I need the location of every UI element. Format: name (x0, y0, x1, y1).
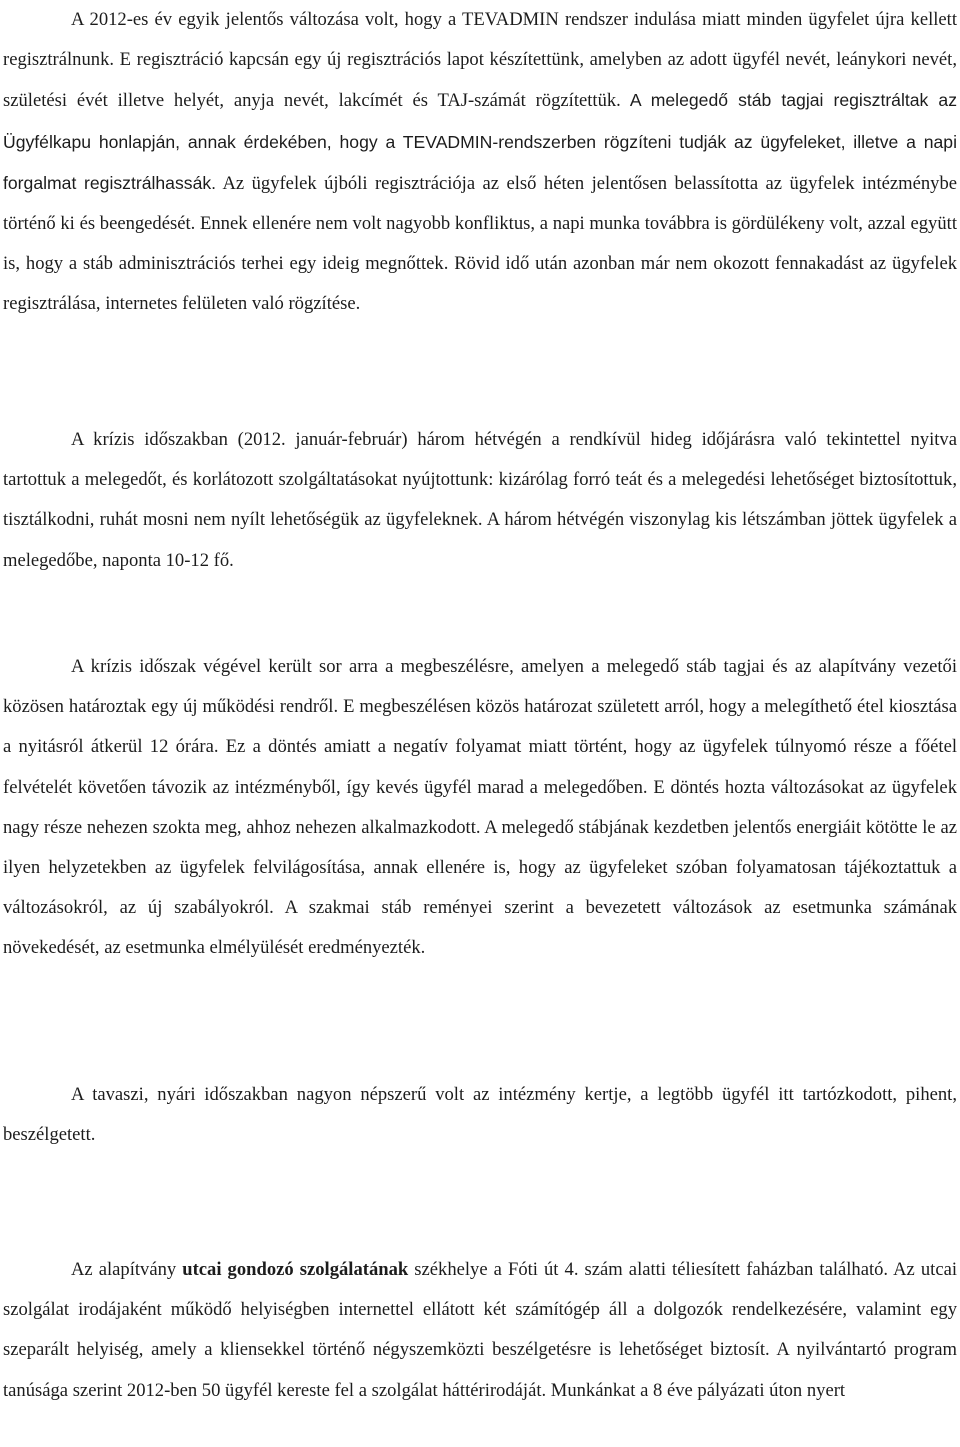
paragraph-spring-summer (3, 1075, 957, 1155)
paragraph-street-service (3, 1250, 957, 1411)
paragraph-text: A krízis időszakban (2012. január-február) három hétvégén a rendkívül hideg időjárásra való tekintettel nyitva tartottuk a melegedőt, és korlátozott szolgáltatásokat nyújtottunk: kizárólag forró teát és a melegedési lehetőséget biztosítottuk, tisztálkodni, ruhát mosni nem nyílt lehetőségük az ügyfeleknek. A három hétvégén viszonylag kis létszámban jöttek ügyfelek a melegedőbe, naponta 10-12 fő. (3, 429, 957, 571)
paragraph-text: Az ügyfelek újbóli regisztrációja az első héten jelentősen belassította az ügyfelek intézménybe történő ki és beengedését. (3, 172, 958, 235)
paragraph-text: A tavaszi, nyári időszakban nagyon népszerű volt az intézmény kertje, a legtöbb ügyfél itt tartózkodott, pihent, beszélgetett. (3, 1084, 957, 1146)
paragraph-bold-term: utcai gondozó szolgálatának (182, 1259, 409, 1280)
paragraph-crisis-period (3, 420, 957, 581)
paragraph-text: Az alapítvány (71, 1259, 183, 1280)
paragraph-new-operating-rules (3, 647, 957, 969)
paragraph-tevadmin-registration (3, 0, 957, 325)
paragraph-text: A melegedő stáb tagjai regisztráltak az Ügyfélkapu honlapján, annak érdekében, hogy a TEVADMIN-rendszerben rögzíteni tudják az ügyfeleket, illetve a napi forgalmat regisztrálhassák. (3, 90, 957, 193)
paragraph-text: A 2012-es év egyik jelentős változása volt, hogy a TEVADMIN rendszer indulása miatt minden ügyfelet újra kellett regisztrálnunk. E regisztráció kapcsán egy új regisztrációs lapot készítettünk, amelyben az adott ügyfél nevét, leánykori nevét, születési évét illetve helyét, anyja nevét, lakcímét és TAJ-számát rögzítettük. (3, 9, 957, 112)
paragraph-text: A krízis időszak végével került sor arra a megbeszélésre, amelyen a melegedő stáb tagjai és az alapítvány vezetői közösen határoztak egy új működési rendről. E megbeszélésen közös határozat született arról, hogy a melegíthető étel kiosztása a nyitásról átkerül 12 órára. Ez a döntés amiatt a negatív folyamat miatt történt, hogy az ügyfelek túlnyomó része a főétel felvételét követően távozik az intézményből, így kevés ügyfél marad a melegedőben. E döntés hozta változásokat az ügyfelek nagy része nehezen szokta meg, ahhoz nehezen alkalmazkodott. A melegedő stábjának kezdetben jelentős energiáit kötötte le az ilyen helyzetekben az ügyfelek felvilágosítása, annak ellenére is, hogy az ügyfeleket szóban folyamatosan tájékoztattuk a változásokról, az új szabályokról. A szakmai stáb reményei szerint a bevezetett változások az esetmunka számának növekedését, az esetmunka elmélyülését eredményezték. (3, 656, 957, 959)
paragraph-text: Ennek ellenére nem volt nagyobb konfliktus, a napi munka továbbra is gördülékeny volt, azzal együtt is, hogy a stáb adminisztrációs terhei egy ideig megnőttek. Rövid idő után azonban már nem okozott fennakadást az ügyfelek regisztrálása, internetes felületen való rögzítése. (3, 213, 957, 315)
paragraph-text: székhelye a Fóti út 4. szám alatti téliesített faházban található. Az utcai szolgálat irodájaként működő helyiségben internettel ellátott két számítógép áll a dolgozók rendelkezésére, valamint egy szeparált helyiség, amely a kliensekkel történő négyszemközti beszélgetésre is lehetőséget biztosít. A nyilvántartó program tanúsága szerint 2012-ben 50 ügyfél kereste fel a szolgálat háttérirodáját. Munkánkat a 8 éve pályázati úton nyert (3, 1259, 957, 1401)
